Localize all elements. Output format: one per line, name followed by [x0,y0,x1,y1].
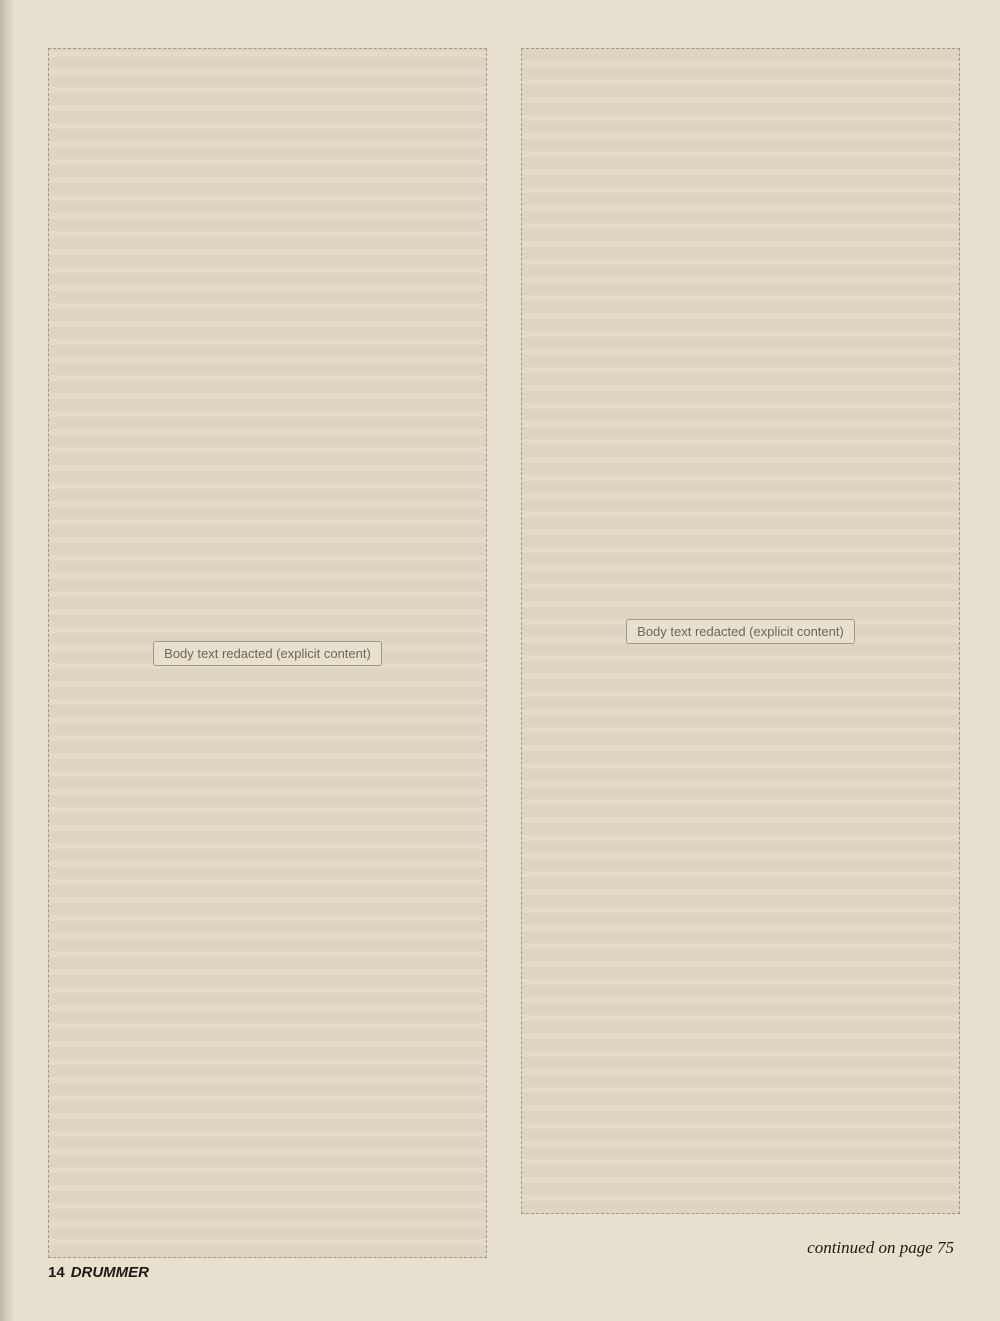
redacted-text-block [521,48,960,1214]
footer-magazine-name: DRUMMER [70,1264,150,1281]
right-column [521,48,960,1258]
scan-edge-shadow [0,0,14,1321]
left-column [48,48,487,1258]
footer-page-number: 14 [48,1264,65,1281]
page-footer [48,1264,960,1281]
redaction-notice: Body text redacted (explicit content) [153,641,382,666]
continued-on-page-line: continued on page 75 [807,1238,954,1257]
redaction-notice: Body text redacted (explicit content) [626,619,855,644]
page-content [48,48,960,1281]
text-columns [48,48,960,1258]
redacted-text-block [48,48,487,1258]
